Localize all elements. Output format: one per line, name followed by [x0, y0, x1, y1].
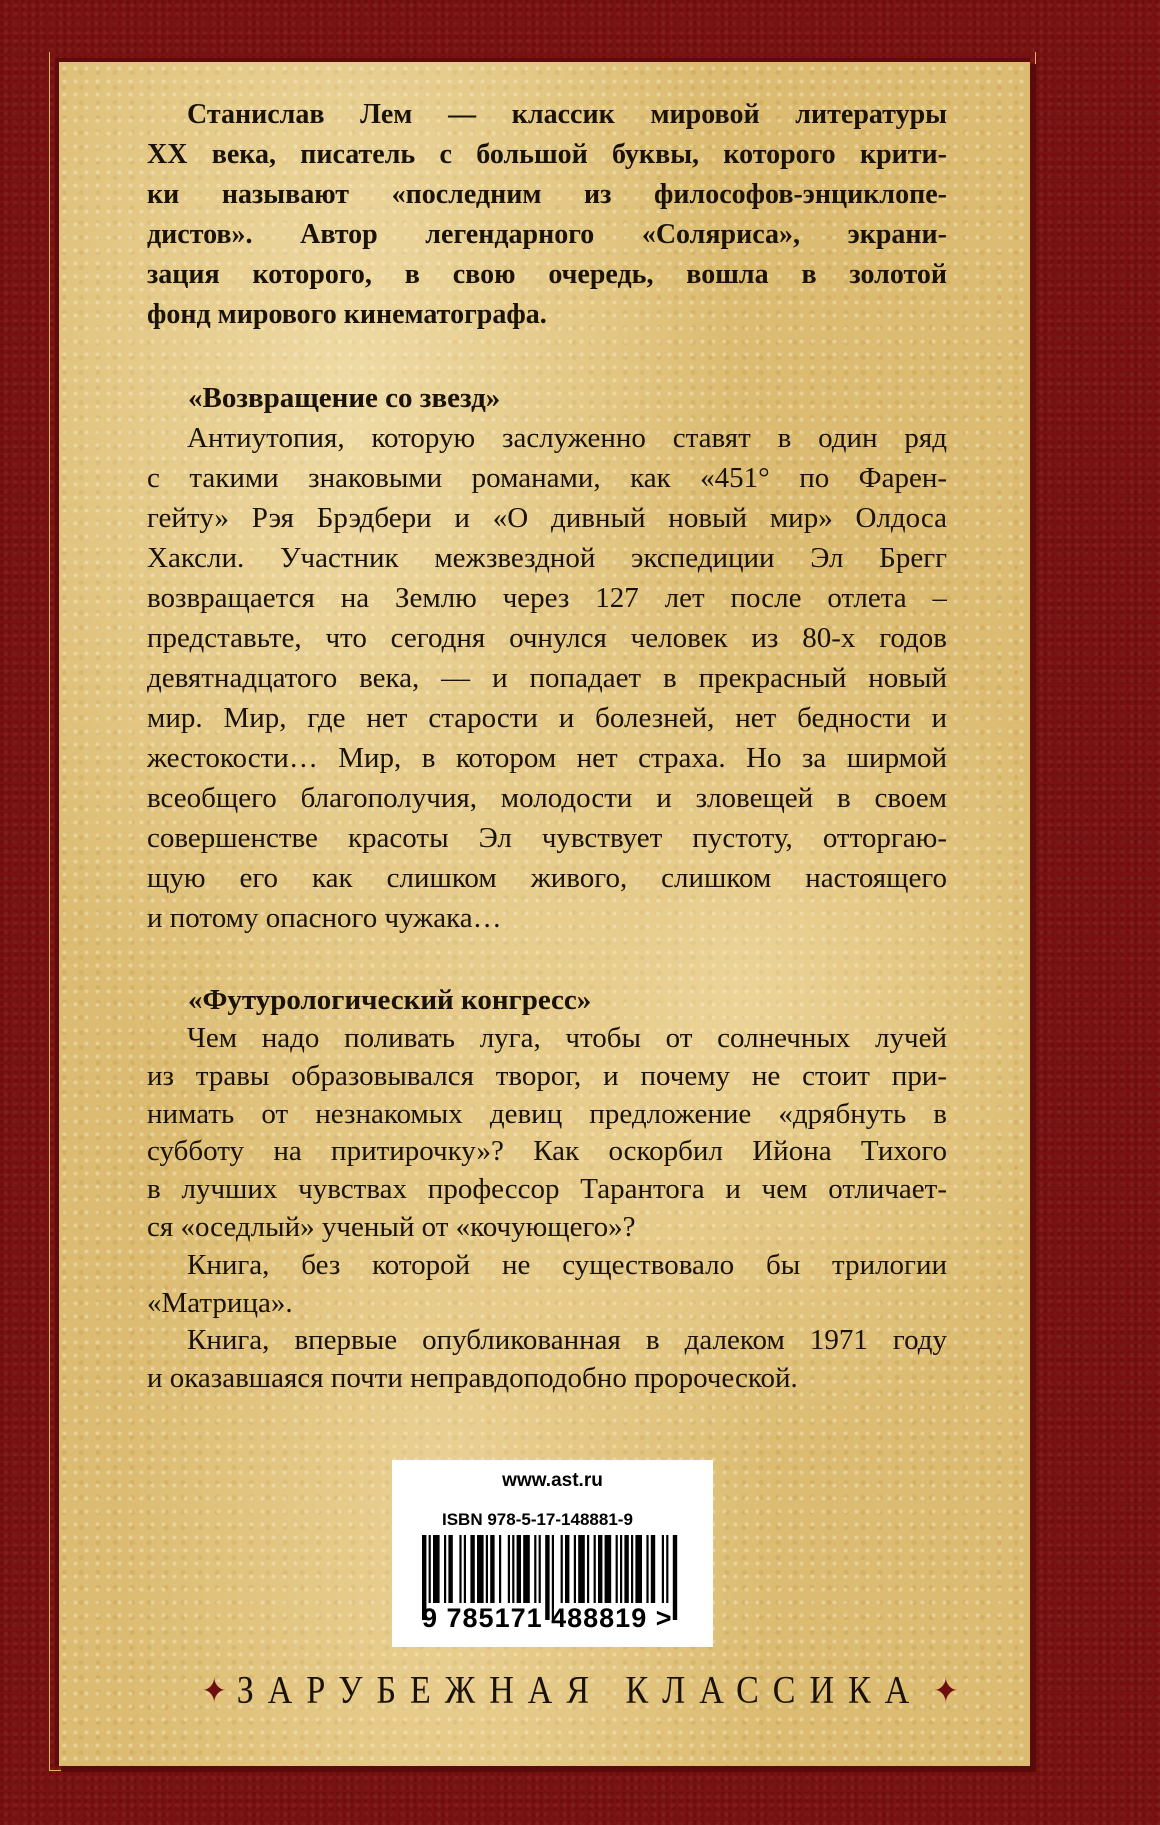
barcode-bar: [646, 1535, 648, 1603]
barcode-bar: [464, 1535, 466, 1603]
section2-text-line: ся «оседлый» ученый от «кочующего»?: [147, 1211, 636, 1243]
section2-text-line: и оказавшаяся почти неправдоподобно пророческой.: [147, 1362, 798, 1395]
barcode-bar: [448, 1535, 452, 1603]
barcode-bar: [666, 1535, 668, 1603]
section1-text-line: и потому опасного чужака…: [147, 902, 502, 934]
barcode-bar: [470, 1535, 474, 1603]
barcode-bar: [517, 1535, 521, 1603]
fleuron-right-icon: ✦: [933, 1672, 959, 1711]
series-name: ЗАРУБЕЖНАЯ КЛАССИКА: [236, 1669, 924, 1712]
barcode-bar: [635, 1535, 642, 1603]
barcode-bar: [429, 1535, 431, 1603]
intro-text-line: XX века, писатель с большой буквы, которого крити-: [147, 139, 947, 170]
barcode-bar: [561, 1535, 563, 1603]
barcode-bar: [512, 1535, 514, 1603]
barcode-bar: [594, 1535, 596, 1603]
section2-text-line: из травы образовывался творог, и почему не стоит при-: [147, 1059, 947, 1092]
barcode-bar: [587, 1535, 589, 1603]
publisher-url: www.ast.ru: [502, 1470, 603, 1491]
intro-text-line: дистов». Автор легендарного «Соляриса», экрани-: [147, 219, 947, 250]
barcode-bar: [598, 1535, 602, 1603]
barcode-bar: [662, 1535, 664, 1603]
section1-text-line: жестокости… Мир, в котором нет страха. Но за ширмой: [147, 742, 947, 774]
barcode-bar: [605, 1535, 612, 1603]
series-title: [0, 1669, 1160, 1713]
barcode-bar: [565, 1535, 569, 1603]
section2-text-line: в лучших чувствах профессор Тарантога и чем отличает-: [147, 1173, 947, 1206]
section1-text-line: гейту» Рэя Брэдбери и «О дивный новый мир» Олдоса: [147, 502, 947, 534]
intro-text-line: фонд мирового кинематографа.: [147, 299, 547, 330]
barcode-bar: [486, 1535, 488, 1603]
section2-text-line: Книга, впервые опубликованная в далеком 1971 году: [187, 1324, 947, 1357]
barcode-bar: [539, 1535, 541, 1603]
barcode-bar: [459, 1535, 461, 1603]
section-title-futurological-congress: «Футурологический конгресс»: [188, 984, 592, 1016]
section1-text-line: мир. Мир, где нет старости и болезней, нет бедности и: [147, 702, 947, 734]
barcode-bar: [616, 1535, 618, 1603]
section-title-return-from-stars: «Возвращение со звезд»: [188, 382, 501, 414]
section2-text-line: нимать от незнакомых девиц предложение «дрябнуть в: [147, 1097, 947, 1130]
section2-text-line: Чем надо поливать луга, чтобы от солнечных лучей: [187, 1022, 947, 1054]
barcode-bar: [574, 1535, 576, 1603]
fleuron-left-icon: ✦: [201, 1672, 227, 1711]
barcode-bar: [651, 1535, 655, 1603]
barcode-bar: [499, 1535, 501, 1603]
section1-text-line: щую его как слишком живого, слишком настоящего: [147, 862, 947, 894]
barcode-bar: [477, 1535, 484, 1603]
section1-text-line: всеобщего благополучия, молодости и зловещей в своем: [147, 782, 947, 814]
barcode-bar: [523, 1535, 530, 1603]
intro-text-line: зация которого, в свою очередь, вошла в золотой: [147, 259, 947, 290]
barcode-bar: [490, 1535, 494, 1603]
section2-text-line: «Матрица».: [147, 1286, 293, 1319]
section1-text-line: совершенстве красоты Эл чувствует пустоту, отторгаю-: [147, 822, 947, 854]
isbn-text: ISBN 978-5-17-148881-9: [442, 1510, 633, 1529]
intro-text-line: ки называют «последним из философов-энциклопе-: [147, 179, 947, 210]
section1-text-line: девятнадцатого века, — и попадает в прекрасный новый: [147, 662, 947, 694]
barcode-bar: [631, 1535, 633, 1603]
barcode-bar: [624, 1535, 628, 1603]
section1-text-line: представьте, что сегодня очнулся человек из 80-х годов: [147, 622, 947, 654]
section1-text-line: Антиутопия, которую заслуженно ставят в один ряд: [187, 422, 947, 454]
section1-text-line: с такими знаковыми романами, как «451° по Фарен-: [147, 462, 947, 494]
section2-text-line: субботу на притирочку»? Как оскорбил Ийона Тихого: [147, 1135, 947, 1168]
barcode-bar: [578, 1535, 585, 1603]
section1-text-line: Хаксли. Участник межзвездной экспедиции Эл Брегг: [147, 542, 947, 574]
barcode-bar: [444, 1535, 446, 1603]
section2-text-line: Книга, без которой не существовало бы трилогии: [187, 1248, 947, 1281]
barcode-bar: [620, 1535, 622, 1603]
barcode-digits: 9 785171 488819 >: [422, 1603, 673, 1633]
intro-text-line: Станислав Лем — классик мировой литературы: [187, 99, 947, 130]
barcode-label: [392, 1460, 713, 1647]
barcode-bar: [534, 1535, 536, 1603]
barcode-bar: [508, 1535, 510, 1603]
barcode-bar: [433, 1535, 440, 1603]
section1-text-line: возвращается на Землю через 127 лет после отлета –: [147, 582, 947, 614]
